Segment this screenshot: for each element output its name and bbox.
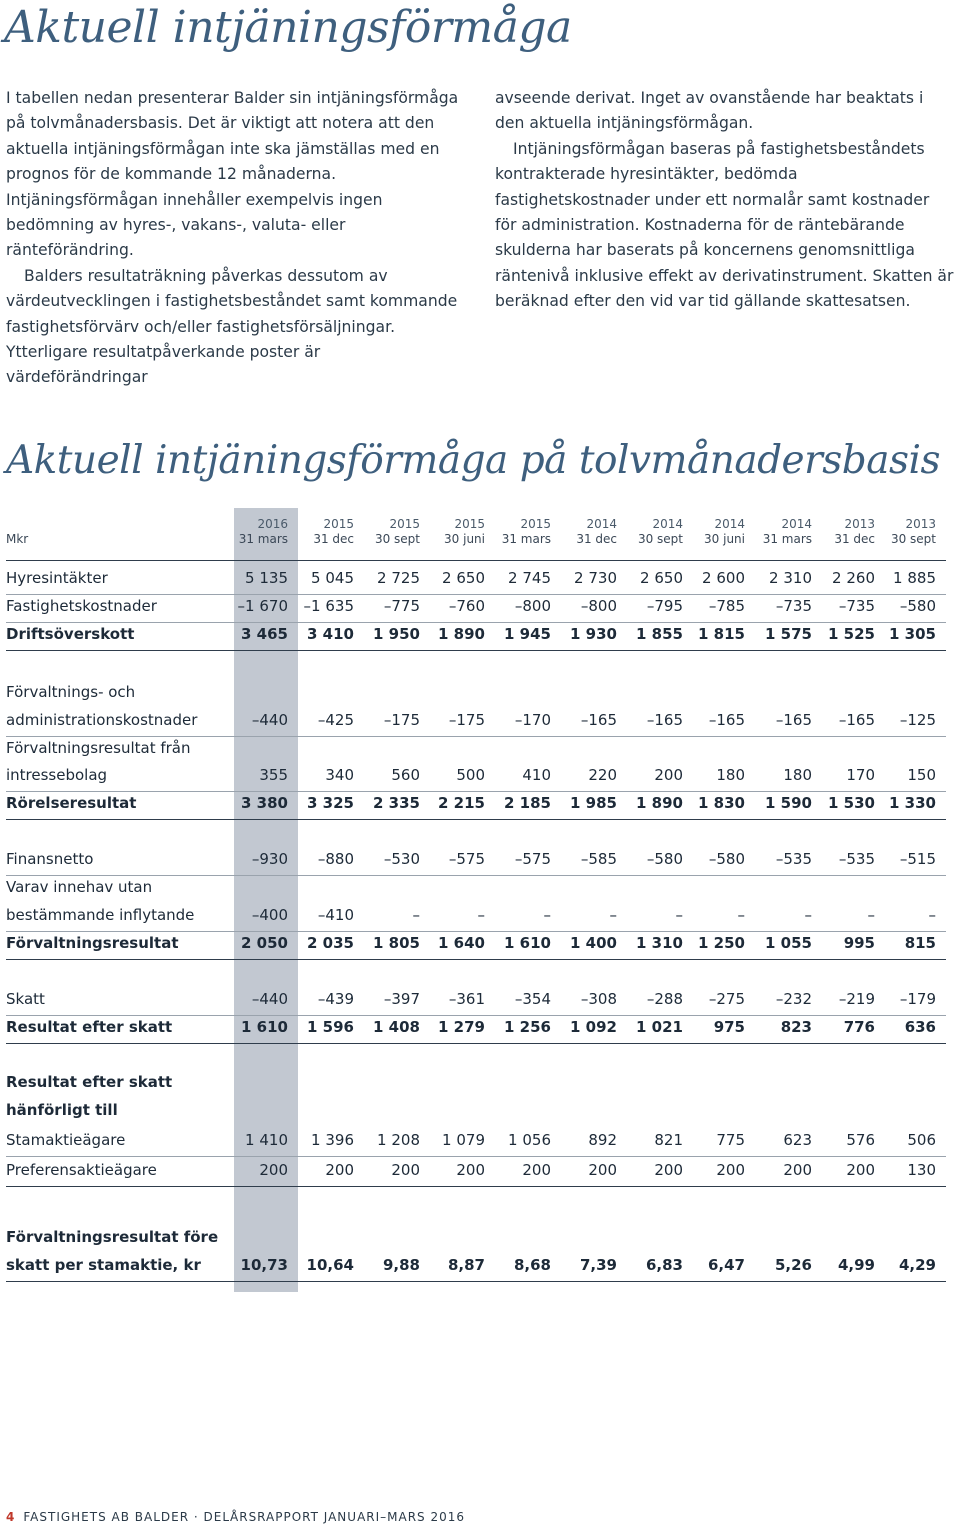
row-label: bestämmande inflytande [6,906,195,924]
table-cell: 3 325 [307,794,354,812]
table-cell: –175 [383,711,420,729]
column-year: 2016 [257,517,288,531]
table-cell: –580 [646,850,683,868]
table-cell: 1 408 [373,1018,420,1036]
table-cell: –275 [708,990,745,1008]
table-cell: –232 [775,990,812,1008]
table-row [0,1256,960,1280]
table-cell: 355 [259,766,288,784]
row-rule [6,819,946,820]
table-cell: 2 310 [769,569,812,587]
table-row [0,597,960,621]
row-label: Skatt [6,990,45,1008]
column-header [421,517,485,547]
row-label-prefix: Förvaltnings- och [6,683,136,701]
table-cell: 500 [456,766,485,784]
column-header [748,517,812,547]
column-period: 31 mars [501,532,551,546]
row-label: Hyresintäkter [6,569,108,587]
row-label-prefix: hänförligt till [6,1101,118,1119]
table-cell: 560 [391,766,420,784]
row-label: Resultat efter skatt [6,1018,173,1036]
table-cell: 1 330 [889,794,936,812]
row-rule [6,791,946,792]
table-row [0,990,960,1014]
table-cell: –515 [899,850,936,868]
table-cell: –800 [514,597,551,615]
table-cell: 892 [588,1131,617,1149]
table-cell: – [737,906,745,924]
table-cell: –1 635 [303,597,354,615]
table-row [0,1161,960,1185]
table-cell: –170 [514,711,551,729]
column-year: 2014 [586,517,617,531]
table-cell: 1 885 [893,569,936,587]
table-cell: 8,87 [447,1256,485,1274]
table-cell: –125 [899,711,936,729]
table-cell: –165 [580,711,617,729]
table-row [0,625,960,649]
footer-text: FASTIGHETS AB BALDER · DELÅRSRAPPORT JANUARI–MARS 2016 [23,1510,466,1524]
table-title: Aktuell intjäningsförmåga på tolvmånadersbasis [6,438,941,483]
table-cell: –165 [838,711,875,729]
table-cell: – [609,906,617,924]
column-header [619,517,683,547]
table-cell: 1 400 [570,934,617,952]
table-cell: –785 [708,597,745,615]
table-cell: 200 [456,1161,485,1179]
table-cell: –930 [251,850,288,868]
table-cell: 340 [325,766,354,784]
table-cell: 2 335 [373,794,420,812]
column-period: 30 juni [704,532,745,546]
table-cell: 6,83 [645,1256,683,1274]
table-row [0,766,960,790]
table-cell: 2 215 [438,794,485,812]
table-cell: –354 [514,990,551,1008]
row-label: Driftsöverskott [6,625,135,643]
row-label: Rörelseresultat [6,794,137,812]
table-cell: 2 600 [702,569,745,587]
table-cell: –361 [448,990,485,1008]
table-cell: – [477,906,485,924]
table-cell: 1 208 [377,1131,420,1149]
table-cell: –580 [899,597,936,615]
table-cell: 1 855 [636,625,683,643]
table-cell: 1 985 [570,794,617,812]
table-cell: 180 [783,766,812,784]
table-cell: 1 250 [698,934,745,952]
table-cell: –760 [448,597,485,615]
table-cell: 4,29 [898,1256,936,1274]
table-cell: 200 [846,1161,875,1179]
table-cell: –1 670 [237,597,288,615]
column-period: 30 sept [637,532,683,546]
table-cell: 1 950 [373,625,420,643]
table-cell: 1 310 [636,934,683,952]
table-cell: – [867,906,875,924]
table-cell: 5 135 [245,569,288,587]
table-cell: 1 815 [698,625,745,643]
table-cell: – [675,906,683,924]
intro-paragraph: avseende derivat. Inget av ovanstående har beaktats i den aktuella intjäningsförmågan. [495,89,924,133]
table-cell: 200 [783,1161,812,1179]
table-cell: 2 730 [574,569,617,587]
table-cell: –400 [251,906,288,924]
table-cell: –425 [317,711,354,729]
row-label-prefix: Resultat efter skatt [6,1073,173,1091]
table-cell: –735 [838,597,875,615]
table-cell: 3 380 [241,794,288,812]
table-cell: –735 [775,597,812,615]
column-period: 31 mars [238,532,288,546]
page-title: Aktuell intjäningsförmåga [4,2,572,53]
table-cell: –880 [317,850,354,868]
table-cell: 1 930 [570,625,617,643]
column-header [553,517,617,547]
table-row [0,1131,960,1155]
table-cell: –175 [448,711,485,729]
table-cell: –440 [251,990,288,1008]
row-label: Stamaktieägare [6,1131,126,1149]
table-cell: 775 [716,1131,745,1149]
table-cell: –575 [514,850,551,868]
table-cell: –165 [646,711,683,729]
table-cell: 170 [846,766,875,784]
row-rule [6,1281,946,1282]
page-footer [6,1510,465,1524]
table-cell: 2 650 [442,569,485,587]
table-cell: – [804,906,812,924]
table-cell: 200 [259,1161,288,1179]
table-cell: 2 185 [504,794,551,812]
table-cell: 576 [846,1131,875,1149]
table-row [0,1018,960,1042]
table-cell: 1 021 [636,1018,683,1036]
table-row [0,711,960,735]
intro-left-column [6,86,461,391]
table-cell: –580 [708,850,745,868]
table-cell: 1 575 [765,625,812,643]
column-period: 31 dec [313,532,354,546]
table-cell: 1 830 [698,794,745,812]
column-year: 2015 [323,517,354,531]
column-header [290,517,354,547]
table-cell: 220 [588,766,617,784]
table-cell: –535 [775,850,812,868]
table-cell: 200 [325,1161,354,1179]
column-header [681,517,745,547]
row-rule [6,875,946,876]
table-cell: 5,26 [774,1256,812,1274]
row-rule [6,1043,946,1044]
column-header [224,517,288,547]
intro-paragraph: Intjäningsförmågan baseras på fastighetsbeståndets kontrakterade hyresintäkter, bedömda fastighetskostnader under ett normalår samt kostnader för administration. Kostnaderna för de räntebärande skulderna har baserats på koncernens genomsnittliga räntenivå inklusive effekt av derivatinstrument. Skatten är beräknad efter den vid var tid gällande skattesatsen. [495,139,954,311]
table-cell: 1 055 [765,934,812,952]
table-cell: –165 [708,711,745,729]
column-period: 30 sept [374,532,420,546]
table-cell: 7,39 [579,1256,617,1274]
table-cell: 6,47 [707,1256,745,1274]
row-rule [6,1015,946,1016]
table-cell: 200 [716,1161,745,1179]
column-header [872,517,936,547]
table-cell: –585 [580,850,617,868]
table-cell: 776 [843,1018,875,1036]
column-year: 2015 [389,517,420,531]
table-cell: 623 [783,1131,812,1149]
column-year: 2013 [844,517,875,531]
column-year: 2015 [520,517,551,531]
table-cell: 2 050 [241,934,288,952]
column-period: 31 dec [576,532,617,546]
column-year: 2014 [714,517,745,531]
table-cell: 1 530 [828,794,875,812]
column-header [811,517,875,547]
table-row [0,850,960,874]
table-cell: 4,99 [837,1256,875,1274]
table-cell: 975 [713,1018,745,1036]
column-year: 2015 [454,517,485,531]
column-year: 2014 [781,517,812,531]
table-cell: –535 [838,850,875,868]
table-cell: –410 [317,906,354,924]
intro-right-column [495,86,955,315]
table-cell: 3 465 [241,625,288,643]
table-row [0,906,960,930]
table-cell: 2 725 [377,569,420,587]
table-cell: 200 [654,1161,683,1179]
table-cell: –800 [580,597,617,615]
row-label: skatt per stamaktie, kr [6,1256,201,1274]
row-rule [6,931,946,932]
table-cell: 180 [716,766,745,784]
intro-paragraph: Balders resultaträkning påverkas dessutom av värdeutvecklingen i fastighetsbeståndet samt kommande fastighetsförvärv och/eller fastighetsförsäljningar. Ytterligare resultatpåverkande poster är värdeförändringar [6,266,458,387]
table-row [0,794,960,818]
column-period: 31 dec [834,532,875,546]
table-cell: 823 [780,1018,812,1036]
table-cell: – [928,906,936,924]
table-cell: 1 056 [508,1131,551,1149]
table-cell: 1 305 [889,625,936,643]
table-cell: 10,73 [240,1256,288,1274]
table-cell: 410 [522,766,551,784]
table-cell: –288 [646,990,683,1008]
row-label: Finansnetto [6,850,94,868]
table-cell: 1 396 [311,1131,354,1149]
table-cell: 200 [588,1161,617,1179]
column-year: 2014 [652,517,683,531]
column-period: 30 sept [890,532,936,546]
table-cell: 3 410 [307,625,354,643]
table-cell: 200 [654,766,683,784]
table-cell: –440 [251,711,288,729]
table-cell: 821 [654,1131,683,1149]
table-cell: –308 [580,990,617,1008]
table-cell: 1 590 [765,794,812,812]
table-cell: –179 [899,990,936,1008]
row-rule [6,594,946,595]
table-cell: 8,68 [513,1256,551,1274]
intro-paragraph: I tabellen nedan presenterar Balder sin intjäningsförmåga på tolvmånadersbasis. Det är viktigt att notera att den aktuella intjäningsförmågan inte ska jämställas med en prognos för de kommande 12 månaderna. Intjäningsförmågan innehåller exempelvis ingen bedömning av hyres-, vakans-, valuta- eller ränteförändring. [6,89,459,260]
table-cell: 200 [522,1161,551,1179]
table-cell: 130 [907,1161,936,1179]
row-rule [6,736,946,737]
table-cell: 1 610 [504,934,551,952]
table-cell: –575 [448,850,485,868]
table-cell: 1 410 [245,1131,288,1149]
column-period: 30 juni [444,532,485,546]
row-label: Fastighetskostnader [6,597,157,615]
row-label-prefix: Varav innehav utan [6,878,153,896]
column-year: 2013 [905,517,936,531]
row-label: Förvaltningsresultat [6,934,179,952]
table-cell: 1 805 [373,934,420,952]
table-cell: 1 279 [438,1018,485,1036]
table-cell: 2 650 [640,569,683,587]
table-cell: 200 [391,1161,420,1179]
row-rule [6,959,946,960]
table-row [0,934,960,958]
table-cell: 815 [904,934,936,952]
table-cell: 1 610 [241,1018,288,1036]
column-period: 31 mars [762,532,812,546]
table-cell: –165 [775,711,812,729]
table-row [0,569,960,593]
table-cell: 506 [907,1131,936,1149]
row-rule [6,1156,946,1157]
unit-label: Mkr [6,532,29,546]
table-cell: –397 [383,990,420,1008]
table-cell: – [412,906,420,924]
table-cell: 1 890 [438,625,485,643]
header-rule [6,560,946,561]
table-cell: –795 [646,597,683,615]
table-cell: 636 [904,1018,936,1036]
row-rule [6,1186,946,1187]
page-number: 4 [6,1510,16,1524]
row-rule [6,622,946,623]
row-label: intressebolag [6,766,108,784]
row-label: Preferensaktieägare [6,1161,157,1179]
table-cell: 2 035 [307,934,354,952]
table-cell: 1 079 [442,1131,485,1149]
row-rule [6,650,946,651]
table-cell: 995 [843,934,875,952]
table-cell: 10,64 [306,1256,354,1274]
table-cell: –219 [838,990,875,1008]
table-cell: 1 890 [636,794,683,812]
table-cell: 1 092 [570,1018,617,1036]
column-header [356,517,420,547]
table-cell: 1 525 [828,625,875,643]
table-cell: – [543,906,551,924]
table-cell: –775 [383,597,420,615]
table-cell: 1 596 [307,1018,354,1036]
column-header [487,517,551,547]
row-label-prefix: Förvaltningsresultat före [6,1228,219,1246]
row-label-prefix: Förvaltningsresultat från [6,739,191,757]
table-cell: 1 256 [504,1018,551,1036]
table-cell: –439 [317,990,354,1008]
table-cell: 1 640 [438,934,485,952]
table-cell: –530 [383,850,420,868]
table-cell: 150 [907,766,936,784]
table-cell: 1 945 [504,625,551,643]
row-label: administrationskostnader [6,711,198,729]
table-cell: 9,88 [382,1256,420,1274]
table-cell: 2 745 [508,569,551,587]
table-cell: 2 260 [832,569,875,587]
table-cell: 5 045 [311,569,354,587]
